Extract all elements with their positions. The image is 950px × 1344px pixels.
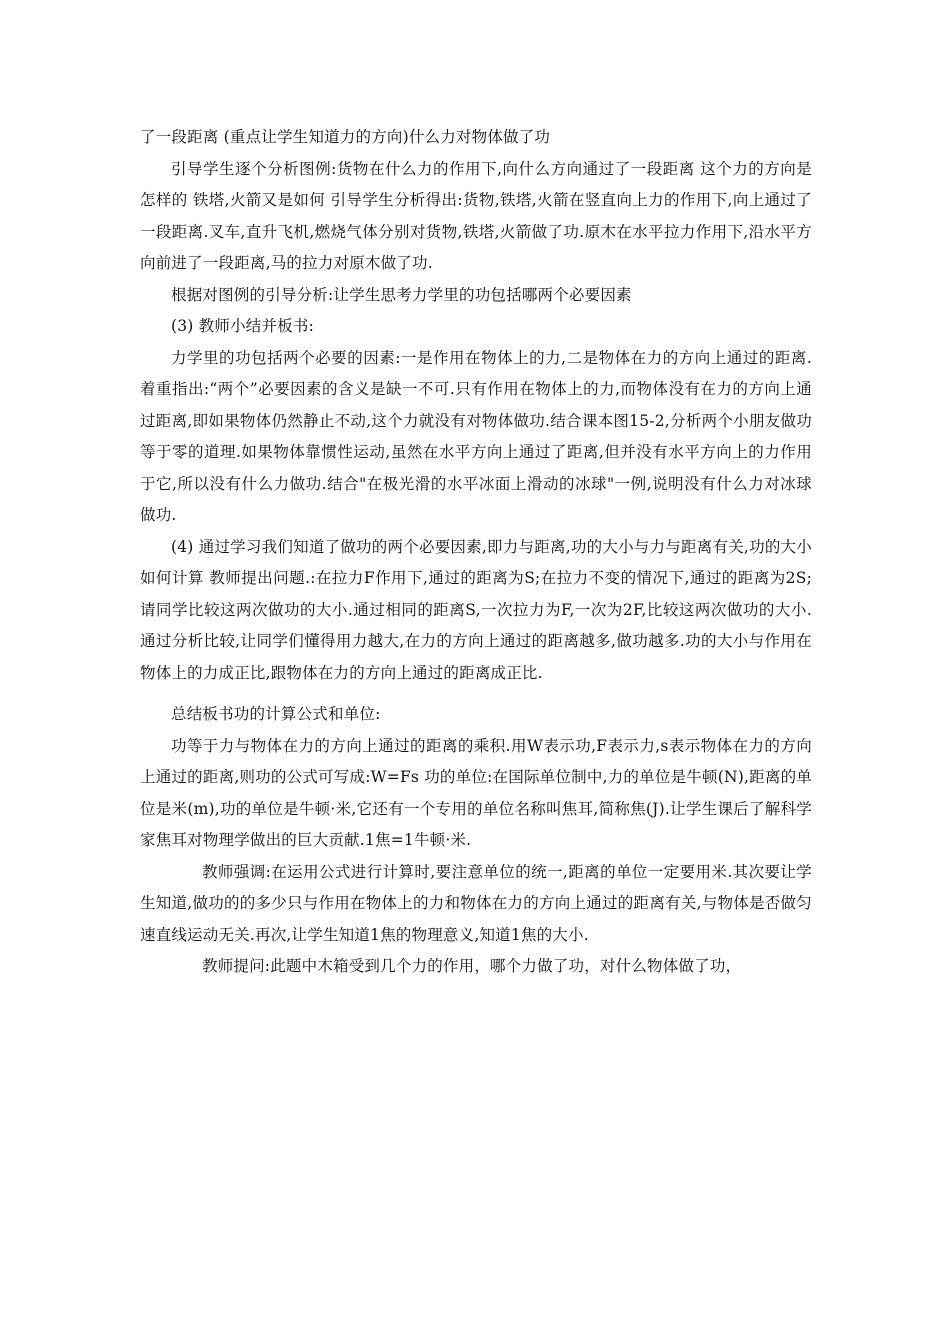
paragraph-formula-heading: 总结板书功的计算公式和单位: [171,705,381,723]
paragraph-continuation: 了一段距离 (重点让学生知道力的方向)什么力对物体做了功 [140,128,551,146]
paragraph-two-factors: 力学里的功包括两个必要的因素:一是作用在物体上的力,二是物体在力的方向上通过的距离.着重指出:“两个”必要因素的含义是缺一不可.只有作用在物体上的力,而物体没有在力的方向上通过距离,即如果物体仍然静止不动,这个力就没有对物体做功.结合课本图15-2,分析两个小朋友做功等于零的道理.如果物体靠惯性运动,虽然在水平方向上通过了距离,但并没有水平方向上的力作用于它,所以没有什么力做功.结合"在极光滑的水平冰面上滑动的冰球"一例,说明没有什么力对冰球做功. [140,348,812,524]
paragraph-teacher-emphasis: 教师强调:在运用公式进行计算时,要注意单位的统一,距离的单位一定要用米.其次要让学生知道,做功的的多少只与作用在物体上的力和物体在力的方向上通过的距离有关,与物体是否做匀速直线运动无关.再次,让学生知道1焦的物理意义,知道1焦的大小. [140,862,812,944]
paragraph-teacher-question: 教师提问:此题中木箱受到几个力的作用，哪个力做了功，对什么物体做了功， [202,957,742,975]
document-body [140,122,812,983]
paragraph-step-3-heading: (3) 教师小结并板书: [171,317,315,335]
paragraph-step-4: (4) 通过学习我们知道了做功的两个必要因素,即力与距离,功的大小与力与距离有关,功的大小如何计算 教师提出问题.:在拉力F作用下,通过的距离为S;在拉力不变的情况下,通过的距离为2S;请同学比较这两次做功的大小.通过相同的距离S,一次拉力为F,一次为2F,比较这两次做功的大小.通过分析比较,让同学们懂得用力越大,在力的方向上通过的距离越多,做功越多.功的大小与作用在物体上的力成正比,跟物体在力的方向上通过的距离成正比. [140,537,812,682]
paragraph-figure-analysis: 引导学生逐个分析图例:货物在什么力的作用下,向什么方向通过了一段距离 这个力的方向是怎样的 铁塔,火箭又是如何 引导学生分析得出:货物,铁塔,火箭在竖直向上力的作用下,向上通过了一段距离.叉车,直升飞机,燃烧气体分别对货物,铁塔,火箭做了功.原木在水平拉力作用下,沿水平方向前进了一段距离,马的拉力对原木做了功. [140,159,812,272]
paragraph-guiding-question: 根据对图例的引导分析:让学生思考力学里的功包括哪两个必要因素 [171,285,632,304]
paragraph-formula-and-units: 功等于力与物体在力的方向上通过的距离的乘积.用W表示功,F表示力,s表示物体在力的方向上通过的距离,则功的公式可写成:W=Fs 功的单位:在国际单位制中,力的单位是牛顿(N),距离的单位是米(m),功的单位是牛顿·米,它还有一个专用的单位名称叫焦耳,简称焦(J).让学生课后了解科学家焦耳对物理学做出的巨大贡献.1焦=1牛顿·米. [140,736,812,849]
